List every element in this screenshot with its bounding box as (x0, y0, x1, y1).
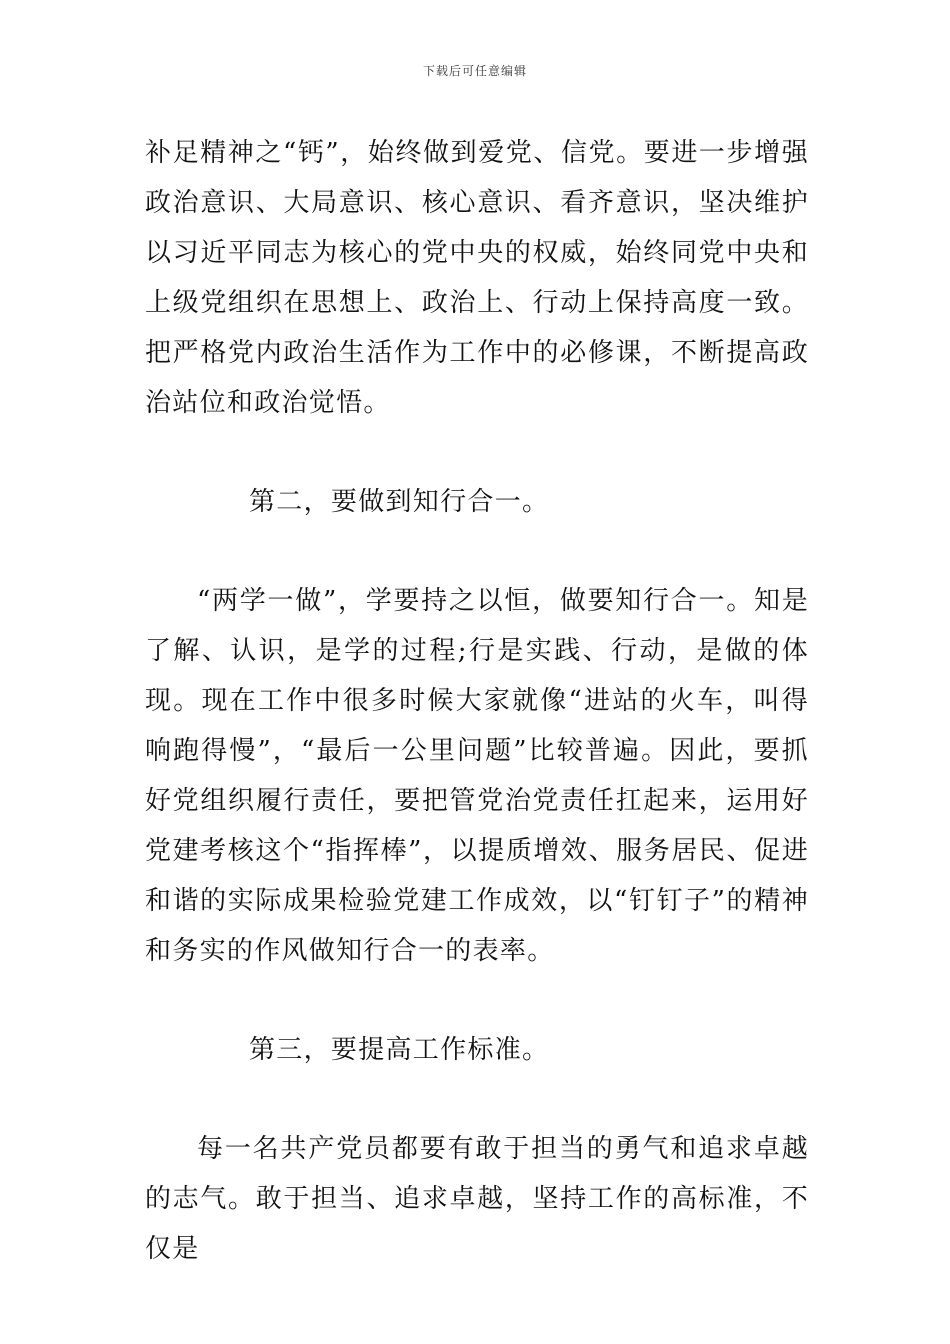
section-heading-second: 第二，要做到知行合一。 (249, 487, 550, 517)
document-body (145, 128, 809, 1274)
section-heading-third: 第三，要提高工作标准。 (249, 1035, 550, 1065)
paragraph-knowledge-action: “两学一做”，学要持之以恒，做要知行合一。知是了解、认识，是学的过程;行是实践、行动，是做的体现。现在工作中很多时候大家就像“进站的火车，叫得响跑得慢”，“最后一公里问题”比较普遍。因此，要抓好党组织履行责任，要把管党治党责任扛起来，运用好党建考核这个“指挥棒”，以提质增效、服务居民、促进和谐的实际成果检验党建工作成效，以“钉钉子”的精神和务实的作风做知行合一的表率。 (145, 586, 809, 966)
page-header: 下载后可任意编辑 (422, 64, 527, 78)
paragraph-continuation: 补足精神之“钙”，始终做到爱党、信党。要进一步增强政治意识、大局意识、核心意识、看齐意识，坚决维护以习近平同志为核心的党中央的权威，始终同党中央和上级党组织在思想上、政治上、行动上保持高度一致。把严格党内政治生活作为工作中的必修课，不断提高政治站位和政治觉悟。 (145, 138, 809, 418)
paragraph-work-standard: 每一名共产党员都要有敢于担当的勇气和追求卓越的志气。敢于担当、追求卓越，坚持工作的高标准，不仅是 (145, 1134, 809, 1264)
